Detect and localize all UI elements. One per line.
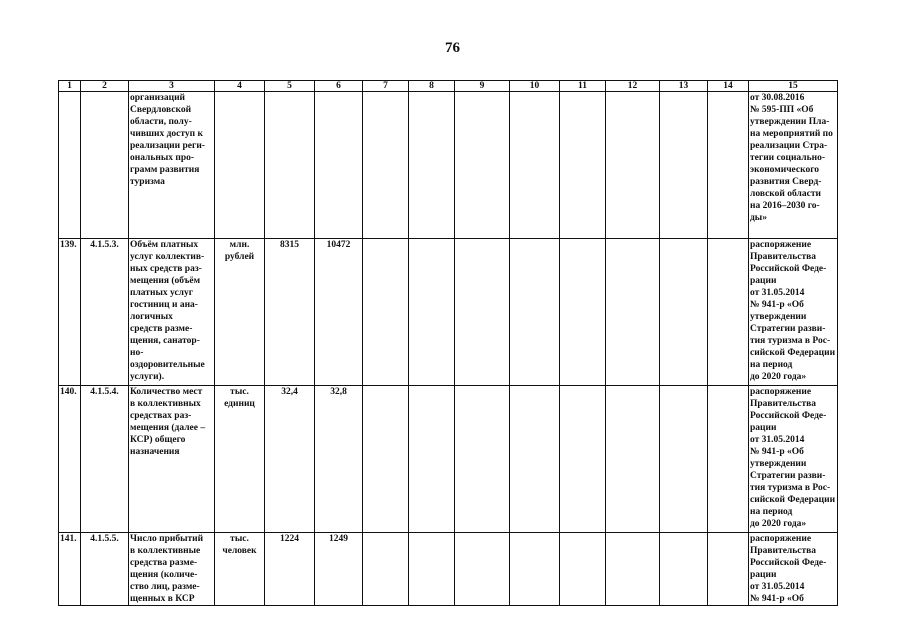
row-number (59, 92, 81, 239)
value-col-6: 32,8 (315, 386, 363, 533)
column-header: 14 (708, 81, 749, 92)
empty-cell (455, 533, 510, 606)
column-header: 9 (455, 81, 510, 92)
legal-basis: распоряжение Правительства Российской Феде- рации от 31.05.2014 № 941-р «Об утверждении Стратегии разви- тия туризма в Рос- сийской Федерации на период до 2020 года» (749, 239, 838, 386)
row-code: 4.1.5.5. (81, 533, 129, 606)
legal-basis: распоряжение Правительства Российской Феде- рации от 31.05.2014 № 941-р «Об утверждении Стратегии разви- тия туризма в Рос- сийской Федерации на период до 2020 года» (749, 386, 838, 533)
empty-cell (660, 239, 708, 386)
column-header: 4 (215, 81, 265, 92)
table-row (59, 92, 838, 239)
empty-cell (708, 92, 749, 239)
table-row (59, 239, 838, 386)
column-header: 2 (81, 81, 129, 92)
column-header: 6 (315, 81, 363, 92)
indicators-table (58, 80, 838, 606)
table-row (59, 533, 838, 606)
value-col-5: 8315 (265, 239, 315, 386)
row-number: 139. (59, 239, 81, 386)
empty-cell (363, 92, 409, 239)
column-header: 10 (510, 81, 560, 92)
unit-of-measure (215, 92, 265, 239)
empty-cell (560, 386, 606, 533)
empty-cell (606, 533, 660, 606)
empty-cell (708, 239, 749, 386)
value-col-5: 32,4 (265, 386, 315, 533)
empty-cell (606, 92, 660, 239)
column-header: 15 (749, 81, 838, 92)
empty-cell (510, 92, 560, 239)
empty-cell (455, 239, 510, 386)
empty-cell (510, 533, 560, 606)
empty-cell (455, 386, 510, 533)
page-number: 76 (445, 40, 460, 56)
indicator-name: организаций Свердловской области, полу- чивших доступ к реализации реги- ональных про- грамм развития туризма (129, 92, 215, 239)
empty-cell (363, 386, 409, 533)
empty-cell (455, 92, 510, 239)
row-number: 141. (59, 533, 81, 606)
empty-cell (409, 92, 455, 239)
column-header: 1 (59, 81, 81, 92)
unit-of-measure: тыс. единиц (215, 386, 265, 533)
empty-cell (560, 92, 606, 239)
empty-cell (708, 533, 749, 606)
empty-cell (660, 386, 708, 533)
column-header: 8 (409, 81, 455, 92)
value-col-5 (265, 92, 315, 239)
empty-cell (708, 386, 749, 533)
unit-of-measure: млн. рублей (215, 239, 265, 386)
column-header: 7 (363, 81, 409, 92)
empty-cell (409, 386, 455, 533)
indicator-name: Объём платных услуг коллектив- ных средств раз- мещения (объём платных услуг гостиниц и ана- логичных средств разме- щения, санатор- но- оздоровительные услуги). (129, 239, 215, 386)
row-code: 4.1.5.4. (81, 386, 129, 533)
column-header: 5 (265, 81, 315, 92)
indicator-name: Количество мест в коллективных средствах раз- мещения (далее – КСР) общего назначения (129, 386, 215, 533)
column-header: 3 (129, 81, 215, 92)
table-row (59, 386, 838, 533)
row-code: 4.1.5.3. (81, 239, 129, 386)
empty-cell (660, 533, 708, 606)
empty-cell (510, 239, 560, 386)
empty-cell (409, 239, 455, 386)
row-code (81, 92, 129, 239)
value-col-6 (315, 92, 363, 239)
column-header: 13 (660, 81, 708, 92)
indicator-name: Число прибытий в коллективные средства разме- щения (количе- ство лиц, разме- щенных в КСР (129, 533, 215, 606)
legal-basis: от 30.08.2016 № 595-ПП «Об утверждении Пла- на мероприятий по реализации Стра- тегии социально- экономического развития Сверд- ловской области на 2016–2030 го- ды» (749, 92, 838, 239)
empty-cell (409, 533, 455, 606)
unit-of-measure: тыс. человек (215, 533, 265, 606)
value-col-6: 10472 (315, 239, 363, 386)
row-number: 140. (59, 386, 81, 533)
value-col-6: 1249 (315, 533, 363, 606)
empty-cell (510, 386, 560, 533)
empty-cell (660, 92, 708, 239)
value-col-5: 1224 (265, 533, 315, 606)
header-row (59, 81, 838, 92)
empty-cell (606, 386, 660, 533)
legal-basis: распоряжение Правительства Российской Феде- рации от 31.05.2014 № 941-р «Об (749, 533, 838, 606)
empty-cell (363, 239, 409, 386)
column-header: 12 (606, 81, 660, 92)
empty-cell (560, 533, 606, 606)
empty-cell (606, 239, 660, 386)
column-header: 11 (560, 81, 606, 92)
empty-cell (560, 239, 606, 386)
empty-cell (363, 533, 409, 606)
